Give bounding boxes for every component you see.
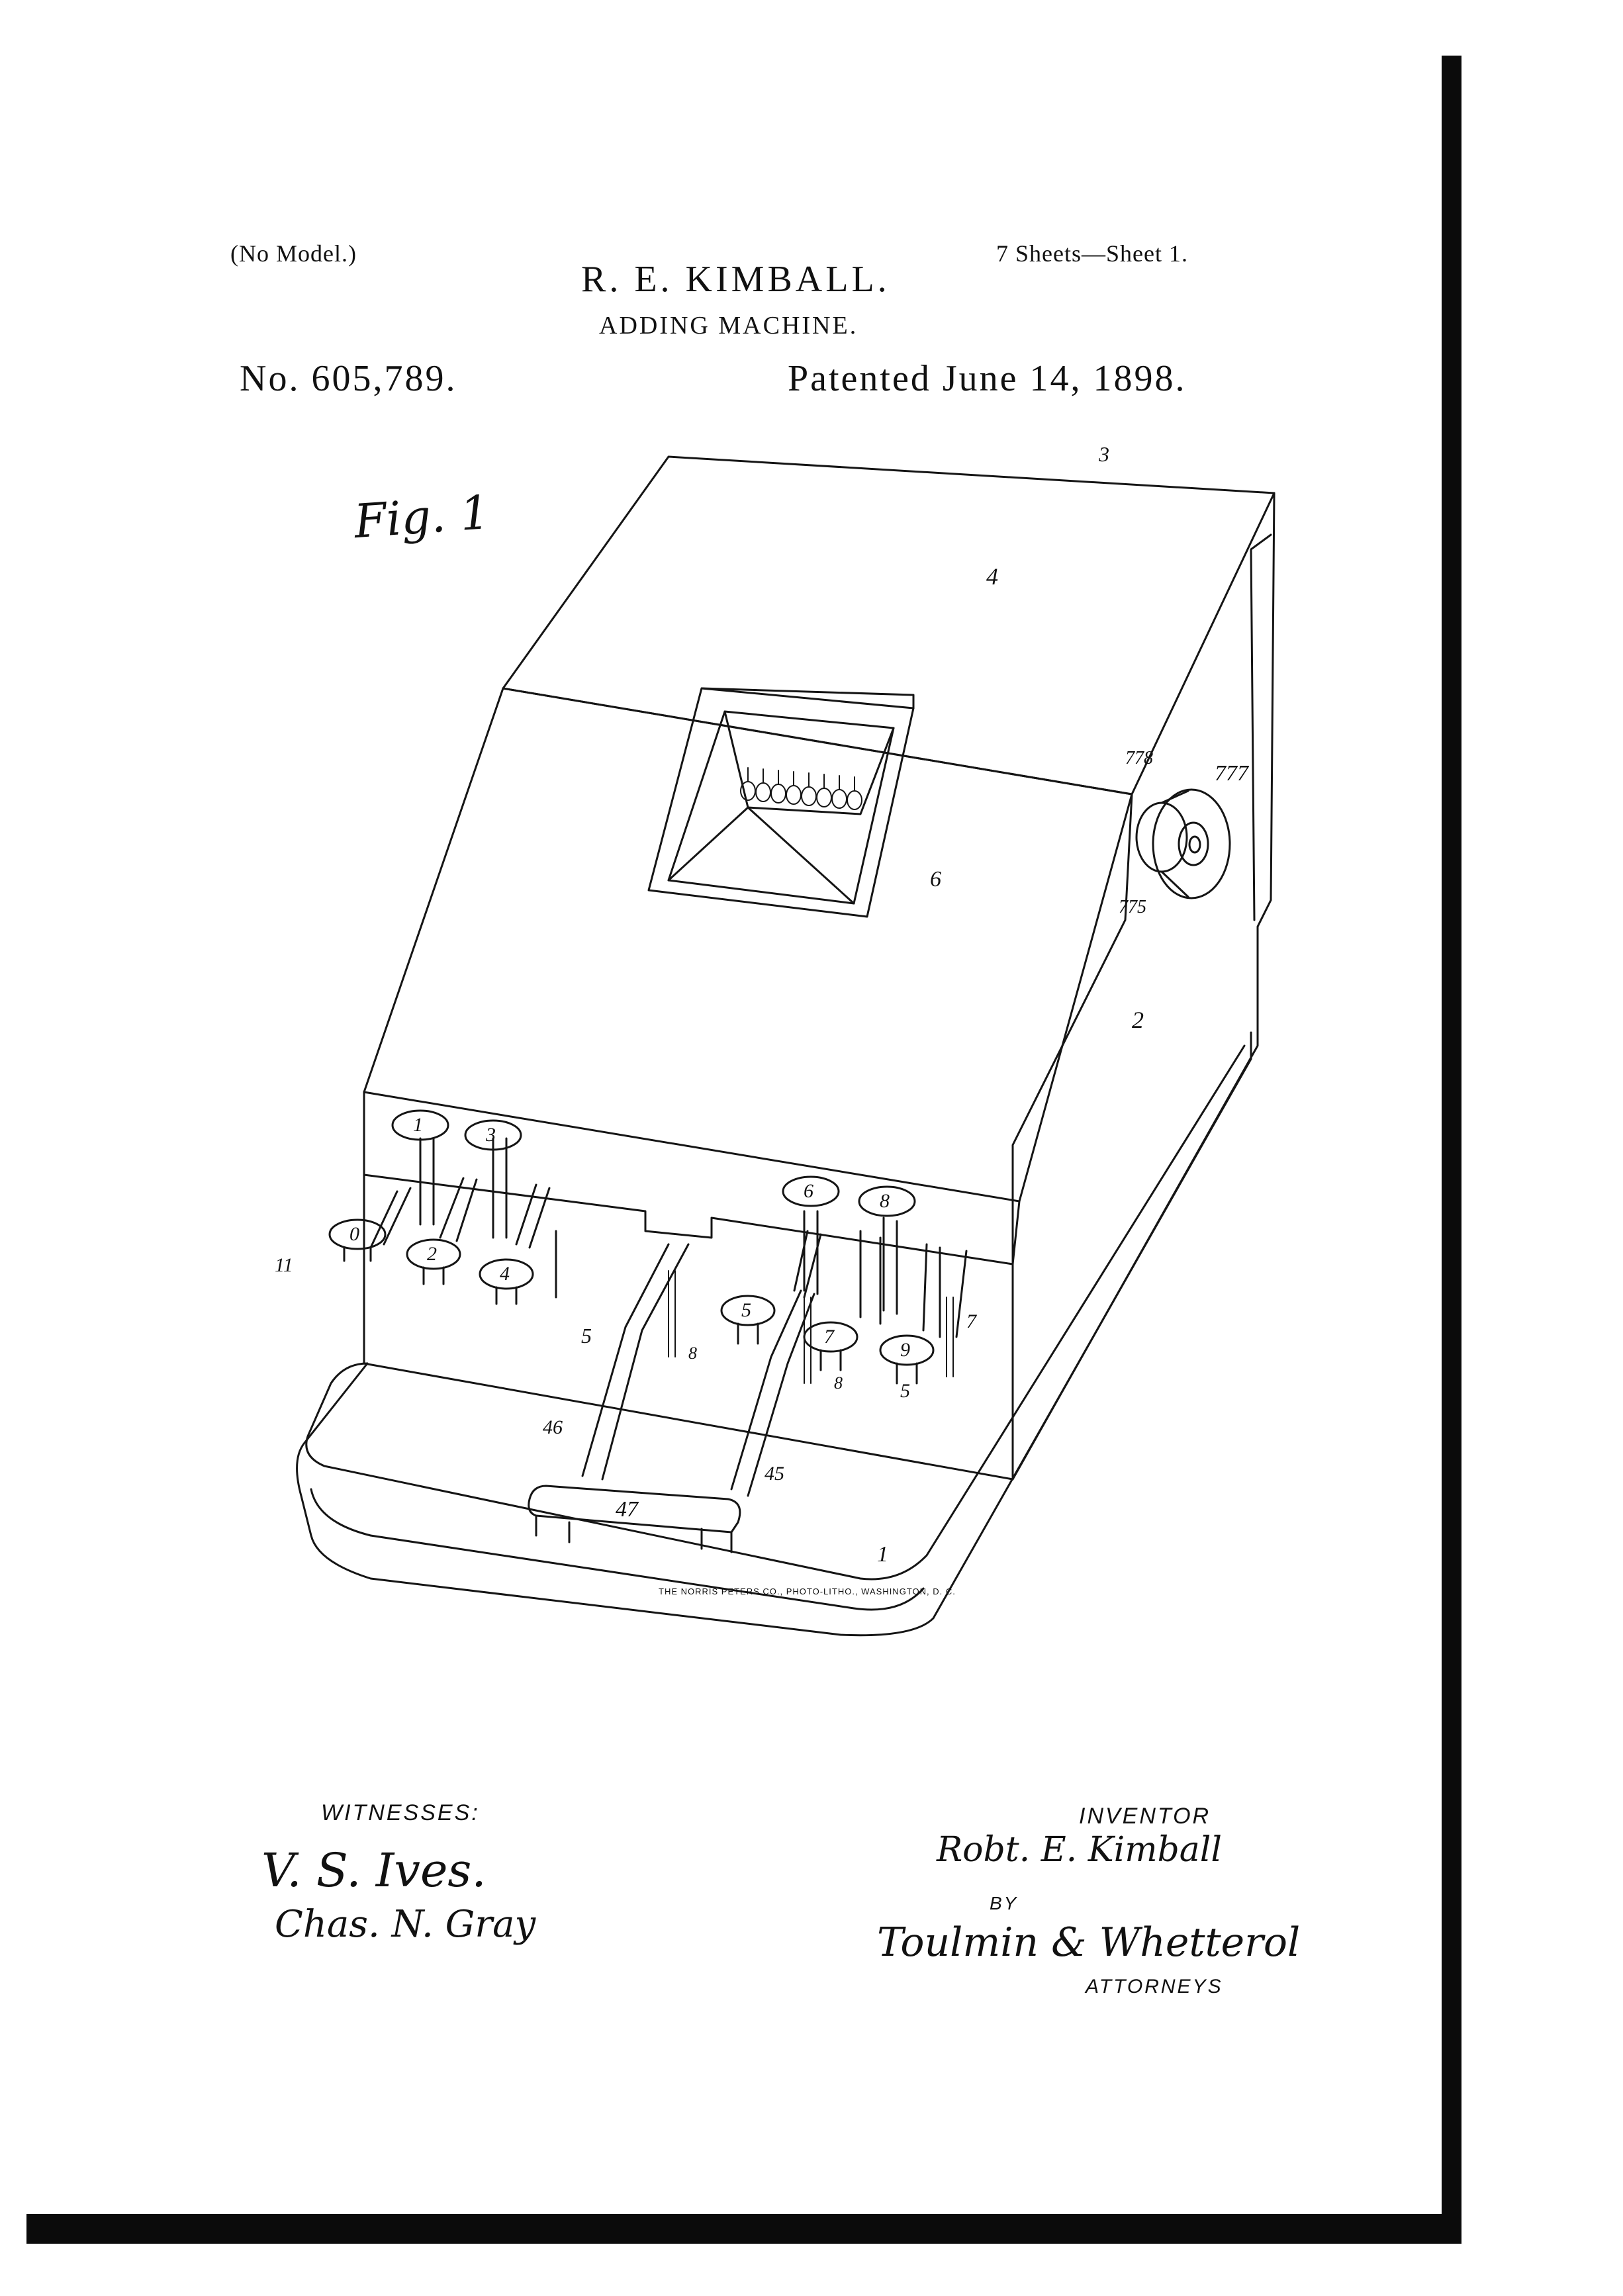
sloping-front [364,688,1132,1201]
patent-number: No. 605,789. [240,358,457,399]
right-side-panel [1013,493,1274,1479]
inventor-name-header: R. E. KIMBALL. [581,259,890,300]
ref-1: 1 [877,1542,888,1567]
key-2: 2 [427,1243,437,1265]
witnesses-label: WITNESSES: [321,1800,480,1825]
base-plate-top [306,1046,1244,1579]
sheet-count: 7 Sheets—Sheet 1. [996,240,1188,267]
counter-wheels [741,768,862,809]
key-6: 6 [804,1180,813,1202]
figure-label: Fig. 1 [352,484,492,549]
key-0: 0 [349,1223,359,1245]
crank-wheel [1136,790,1230,898]
total-bar-arms [582,1244,814,1496]
by-label: BY [990,1893,1019,1913]
key-1: 1 [413,1114,423,1136]
key-5: 5 [741,1299,751,1321]
ref-5b: 5 [900,1380,910,1402]
ref-2: 2 [1132,1007,1144,1033]
key-8: 8 [880,1190,890,1212]
witness-1-signature: V. S. Ives. [261,1843,487,1898]
witness-2-signature: Chas. N. Gray [275,1903,536,1946]
ref-45: 45 [765,1463,784,1485]
key-4: 4 [500,1263,510,1285]
ref-46: 46 [543,1416,563,1438]
key-7: 7 [824,1326,834,1348]
key-3: 3 [486,1124,496,1146]
inventor-signature: Robt. E. Kimball [937,1830,1223,1870]
ref-8: 8 [688,1344,697,1363]
printer-credit: THE NORRIS PETERS CO., PHOTO-LITHO., WASHINGTON, D. C. [659,1586,956,1596]
ref-3: 3 [1099,442,1109,466]
invention-title: ADDING MACHINE. [599,312,858,340]
key-9: 9 [900,1339,910,1361]
inventor-label: INVENTOR [1079,1804,1211,1829]
no-model-note: (No Model.) [230,240,357,267]
ref-47: 47 [616,1497,638,1522]
patented-date: Patented June 14, 1898. [788,358,1187,399]
attorneys-label: ATTORNEYS [1086,1976,1223,1998]
ref-778: 778 [1125,748,1153,768]
attorneys-signature: Toulmin & Whetterol [877,1919,1301,1966]
base-plate [297,1033,1251,1635]
ref-8b: 8 [834,1373,843,1393]
ref-7: 7 [966,1310,976,1332]
ref-11: 11 [275,1254,293,1276]
front-panel [364,1099,1013,1479]
ref-775: 775 [1119,897,1146,917]
ref-777: 777 [1215,761,1248,786]
ref-6: 6 [930,867,941,892]
ref-5: 5 [581,1324,592,1348]
ref-4: 4 [986,563,998,590]
